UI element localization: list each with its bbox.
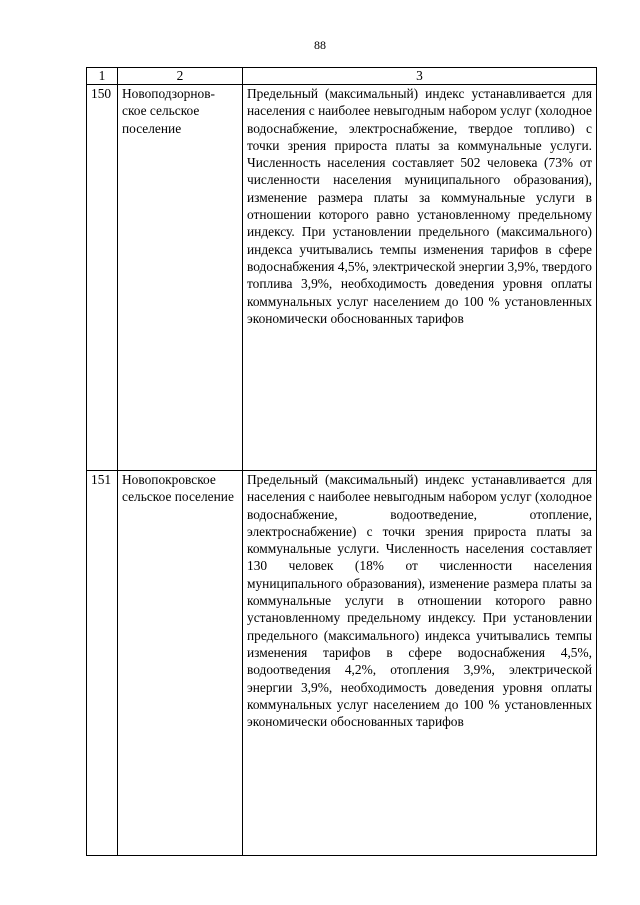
table-row xyxy=(87,85,597,471)
header-cell-1: 1 xyxy=(87,68,118,85)
index-description: Предельный (максимальный) индекс устанавливается для населения с наиболее невыгодным набором услуг (холодное водоснабжение, водоотведение, отопление, электроснабжение) с точки зрения прироста платы за коммунальные услуги. Численность населения составляет 130 человек (18% от численности населения муниципального образования), изменение размера платы за коммунальные услуги в отношении которого равно установленному предельному индексу. При установлении предельного (максимального) индекса учитывались темпы изменения тарифов в сфере водоснабжения 4,5%, водоотведения 4,2%, отопления 3,9%, электрической энергии 3,9%, необходимость доведения уровня оплаты коммунальных услуг населением до 100 % установленных экономически обоснованных тарифов xyxy=(243,471,597,856)
header-cell-3: 3 xyxy=(243,68,597,85)
index-description: Предельный (максимальный) индекс устанавливается для населения с наиболее невыгодным набором услуг (холодное водоснабжение, электроснабжение, твердое топливо) с точки зрения прироста платы за коммунальные услуги. Численность населения составляет 502 человека (73% от численности населения муниципального образования), изменение размера платы за коммунальные услуги в отношении которого равно установленному предельному индексу. При установлении предельного (максимального) индекса учитывались темпы изменения тарифов в сфере водоснабжения 4,5%, электрической энергии 3,9%, твердого топлива 3,9%, необходимость доведения уровня оплаты коммунальных услуг населением до 100 % установленных экономически обоснованных тарифов xyxy=(243,85,597,471)
row-number: 150 xyxy=(87,85,118,471)
row-number: 151 xyxy=(87,471,118,856)
tariff-index-table xyxy=(86,67,597,856)
table-header-row xyxy=(87,68,597,85)
settlement-name: Новоподзорнов-ское сельское поселение xyxy=(118,85,243,471)
table-row xyxy=(87,471,597,856)
page-number: 88 xyxy=(314,38,326,52)
header-cell-2: 2 xyxy=(118,68,243,85)
settlement-name: Новопокровское сельское поселение xyxy=(118,471,243,856)
